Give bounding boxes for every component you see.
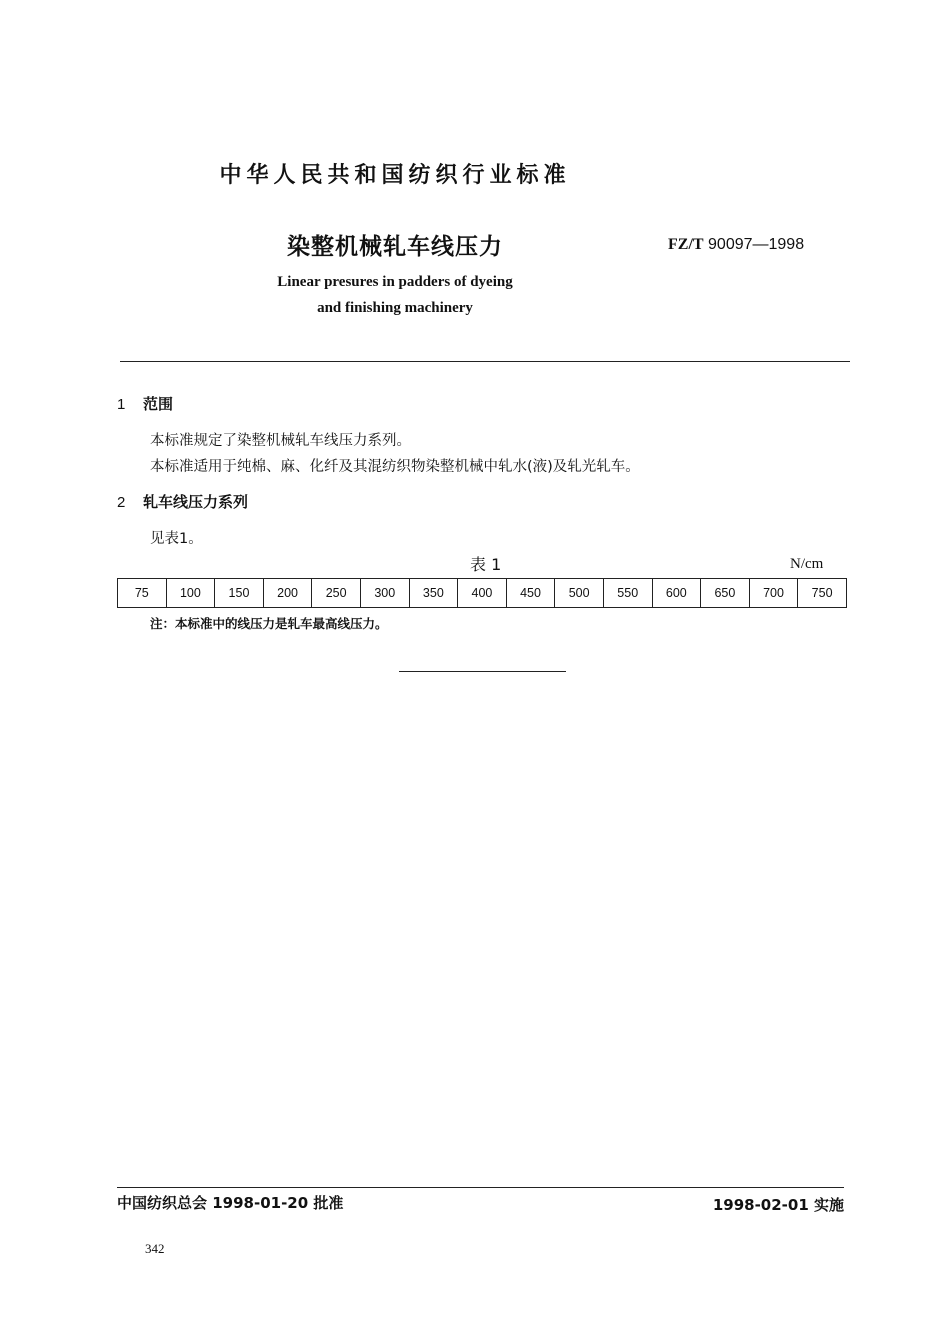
table-cell: 200 (263, 579, 312, 608)
table-cell: 250 (312, 579, 361, 608)
section-1-heading (117, 393, 173, 414)
table-cell: 550 (603, 579, 652, 608)
section-2-title: 轧车线压力系列 (143, 493, 249, 511)
table-cell: 700 (749, 579, 798, 608)
table-cell: 500 (555, 579, 604, 608)
standard-code-number: 90097—1998 (708, 236, 805, 253)
effective-date: 1998-02-01 实施 (712, 1196, 844, 1214)
section-1-title: 范围 (143, 395, 174, 413)
table-cell: 100 (166, 579, 215, 608)
table-cell: 600 (652, 579, 701, 608)
section-2-number: 2 (117, 494, 126, 511)
table-cell: 750 (798, 579, 847, 608)
table-cell: 400 (458, 579, 507, 608)
section-2-heading (117, 491, 248, 512)
table-caption: 表 1 (470, 555, 502, 574)
linear-pressure-table (117, 578, 847, 608)
approval-date: 中国纺织总会 1998-01-20 批准 (117, 1194, 344, 1212)
table-row (118, 579, 847, 608)
document-title-chinese: 染整机械轧车线压力 (287, 234, 503, 260)
table-cell: 75 (134, 586, 149, 600)
document-title-english-line1: Linear presures in padders of dyeing (277, 274, 513, 290)
table-cell: 650 (701, 579, 750, 608)
section-2-paragraph-1: 见表1。 (150, 531, 203, 547)
table-cell: 350 (409, 579, 458, 608)
document-title-english-line2: and finishing machinery (317, 300, 473, 316)
table-cell: 150 (215, 579, 264, 608)
section-1-paragraph-1: 本标准规定了染整机械轧车线压力系列。 (150, 433, 411, 449)
table-unit: N/cm (790, 556, 824, 572)
footer-divider (117, 1187, 844, 1188)
section-1-paragraph-2: 本标准适用于纯棉、麻、化纤及其混纺织物染整机械中轧水(液)及轧光轧车。 (150, 459, 640, 475)
standard-code-prefix: FZ/T (668, 236, 704, 253)
page-number: 342 (145, 1241, 165, 1256)
end-of-text-line (399, 671, 566, 672)
standard-code (668, 236, 804, 254)
standard-category-heading: 中华人民共和国纺织行业标准 (219, 163, 571, 188)
header-divider (120, 361, 850, 362)
section-1-number: 1 (117, 396, 126, 413)
table-note: 注：本标准中的线压力是轧车最高线压力。 (150, 616, 388, 631)
table-cell: 300 (360, 579, 409, 608)
table-cell: 450 (506, 579, 555, 608)
